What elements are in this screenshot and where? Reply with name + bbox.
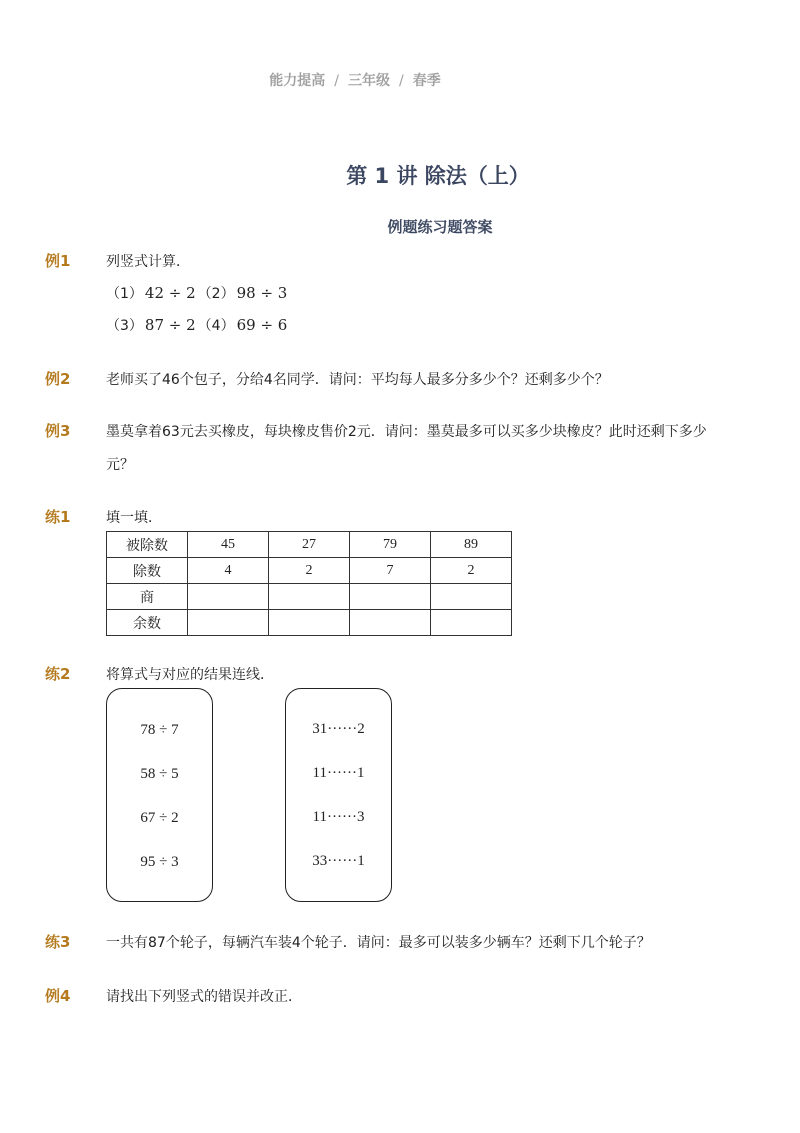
example-2-text: 老师买了46个包子，分给4名同学．请问：平均每人最多分多少个？还剩多少个？ [106,372,609,388]
row-header: 商 [107,584,188,610]
practice-2-text: 将算式与对应的结果连线． [106,667,274,683]
header-category: 能力提高 [269,73,326,89]
division-table [106,531,512,636]
expression-item: 58 ÷ 5 [140,766,179,782]
header-separator: / [399,73,404,89]
question-index: （4） [197,318,235,334]
table-cell: 2 [269,558,350,584]
section-subtitle: 例题练习题答案 [387,218,493,236]
table-row [107,610,512,636]
example-1-label: 例1 [45,252,71,270]
empty-cell [269,584,350,610]
example-3-label: 例3 [45,422,71,440]
table-cell: 7 [350,558,431,584]
header-term: 春季 [412,73,441,89]
example-1-row-2 [106,315,289,335]
math-expression: 98 ÷ 3 [236,284,288,302]
result-item: 11······3 [312,809,365,825]
expression-item: 78 ÷ 7 [140,722,179,738]
empty-cell [188,610,269,636]
practice-3-label: 练3 [45,933,71,951]
empty-cell [188,584,269,610]
header-grade: 三年级 [348,73,390,89]
table-row [107,558,512,584]
empty-cell [350,610,431,636]
table-cell: 27 [269,532,350,558]
table-cell: 89 [431,532,512,558]
question-index: （1） [106,286,143,302]
row-header: 余数 [107,610,188,636]
example-4-label: 例4 [45,987,71,1005]
empty-cell [431,584,512,610]
example-2-label: 例2 [45,370,71,388]
example-3-text-line-2: 元？ [106,457,134,473]
table-row [107,532,512,558]
expression-item: 95 ÷ 3 [140,854,179,870]
example-1-text: 列竖式计算． [106,254,190,270]
example-3-text-line-1: 墨莫拿着63元去买橡皮，每块橡皮售价2元．请问：墨莫最多可以买多少块橡皮？此时还剩下多少 [106,424,707,440]
example-4-text: 请找出下列竖式的错误并改正． [106,989,302,1005]
expression-item: 67 ÷ 2 [140,810,179,826]
practice-3-text: 一共有87个轮子，每辆汽车装4个轮子．请问：最多可以装多少辆车？还剩下几个轮子？ [106,935,651,951]
page-header [0,70,710,90]
practice-1-text: 填一填． [106,510,162,526]
question-index: （2） [197,286,235,302]
math-expression: 87 ÷ 2 [144,316,196,334]
result-item: 33······1 [312,853,365,869]
math-expression: 42 ÷ 2 [144,284,196,302]
empty-cell [431,610,512,636]
row-header: 被除数 [107,532,188,558]
results-box [285,688,392,902]
lecture-title: 第 1 讲 除法（上） [346,164,530,188]
math-expression: 69 ÷ 6 [236,316,288,334]
question-index: （3） [106,318,143,334]
table-row [107,584,512,610]
table-cell: 45 [188,532,269,558]
result-item: 11······1 [312,765,365,781]
table-cell: 79 [350,532,431,558]
practice-2-label: 练2 [45,665,71,683]
result-item: 31······2 [312,721,365,737]
practice-1-label: 练1 [45,508,71,526]
empty-cell [269,610,350,636]
example-1-row-1 [106,283,289,303]
empty-cell [350,584,431,610]
table-cell: 4 [188,558,269,584]
table-cell: 2 [431,558,512,584]
header-separator: / [334,73,339,89]
row-header: 除数 [107,558,188,584]
expressions-box [106,688,213,902]
